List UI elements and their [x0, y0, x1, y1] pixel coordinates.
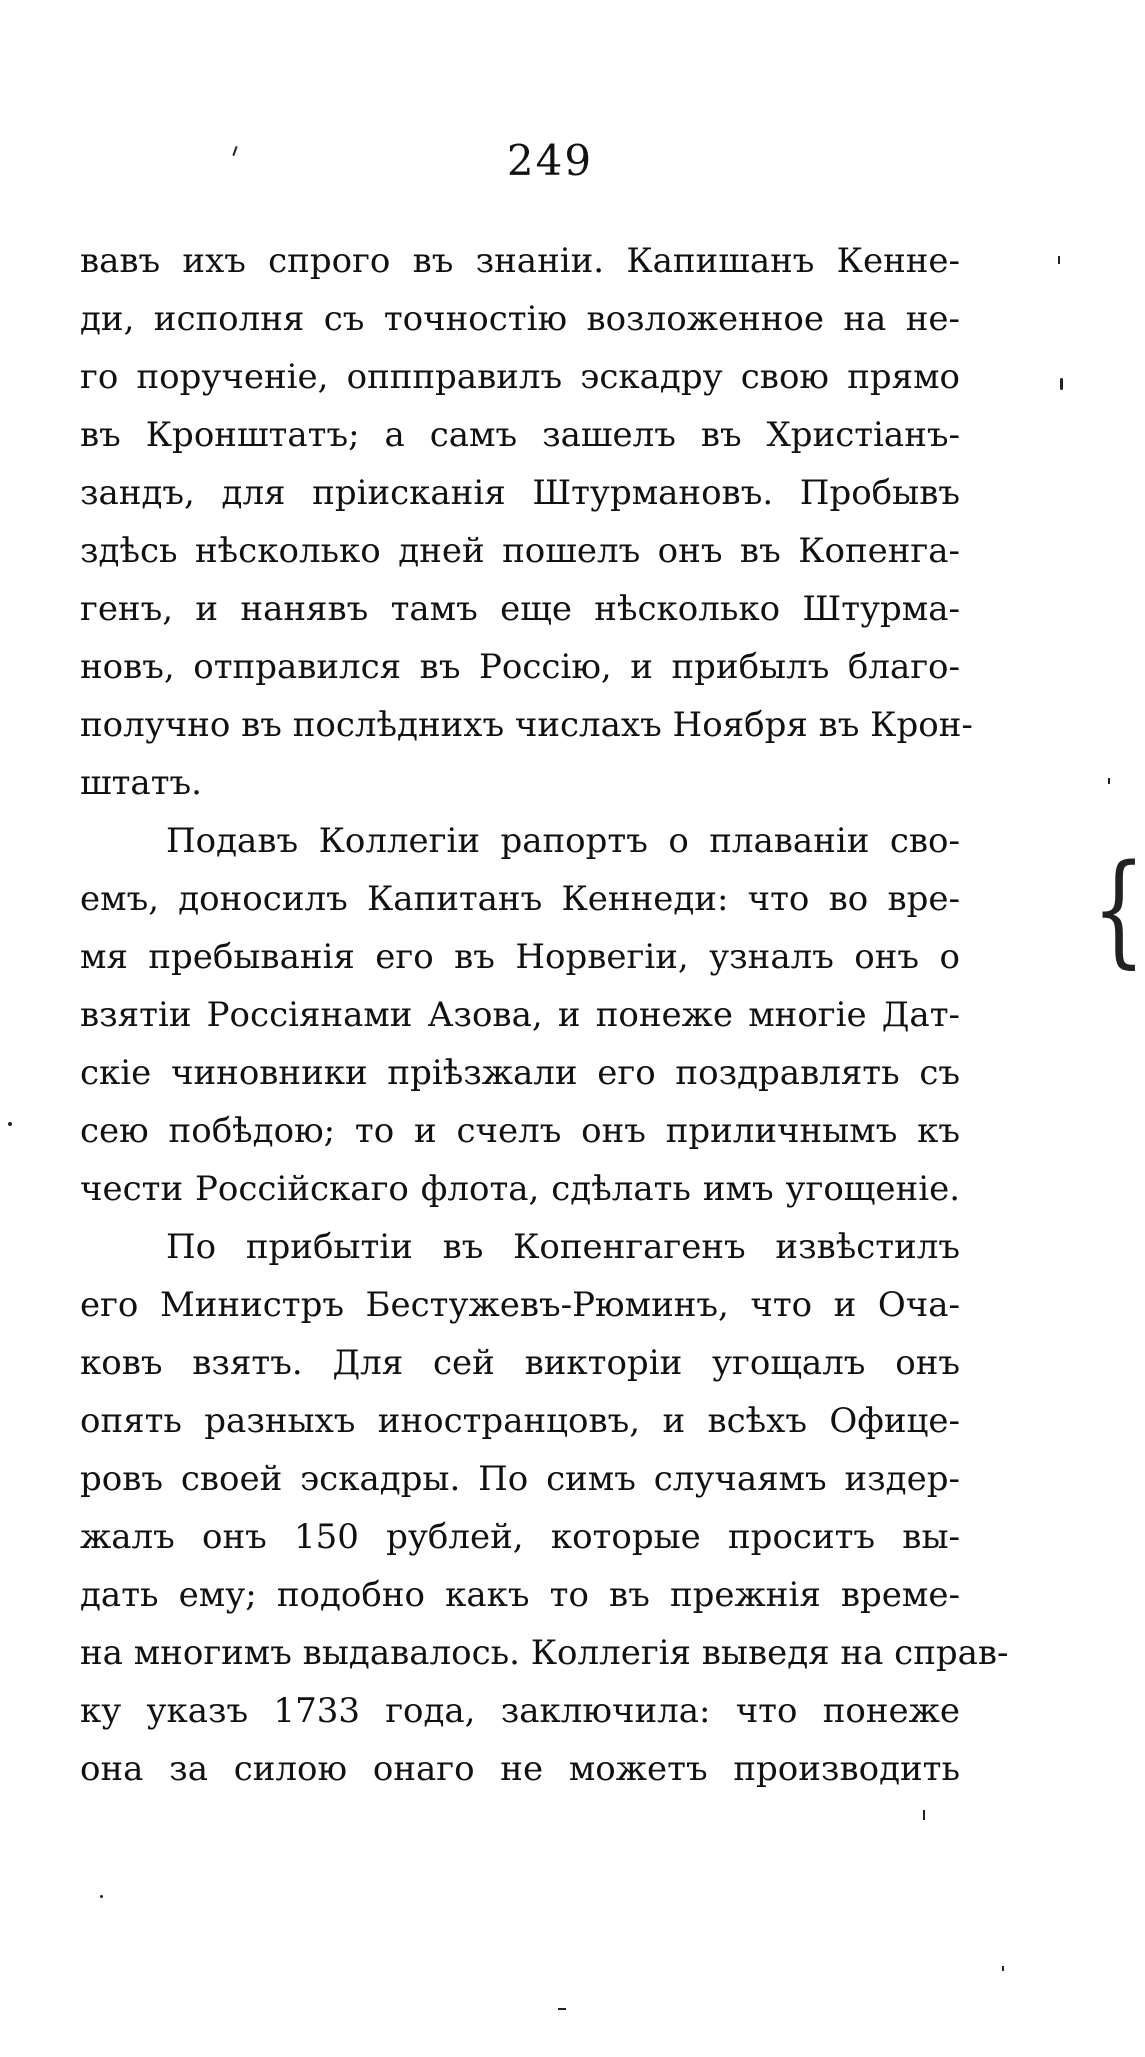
text-line: зандъ, для пріисканія Штурмановъ. Пробывъ [80, 473, 960, 513]
text-line: ровъ своей эскадры. По симъ случаямъ издер- [80, 1459, 960, 1499]
paragraph-first-line: Подавъ Коллегіи рапортъ о плаваніи сво- [166, 821, 960, 861]
text-line: опять разныхъ иностранцовъ, и всѣхъ Офице- [80, 1401, 960, 1441]
text-line: генъ, и нанявъ тамъ еще нѣсколько Штурма- [80, 589, 960, 629]
scan-speck [1002, 1966, 1004, 1971]
text-line: го порученіе, оппправилъ эскадру свою прямо [80, 357, 960, 397]
scan-speck [100, 1895, 103, 1898]
paragraph-first-line: По прибытіи въ Копенгагенъ извѣстилъ [166, 1227, 960, 1267]
text-line: взятіи Россіянами Азова, и понеже многіе Дат- [80, 995, 960, 1035]
scan-speck [1108, 778, 1110, 784]
text-line: чести Россійскаго флота, сдѣлать имъ угощеніе. [80, 1169, 960, 1209]
text-line: сею побѣдою; то и счелъ онъ приличнымъ къ [80, 1111, 960, 1151]
text-line: мя пребыванія его въ Норвегіи, узналъ онъ о [80, 937, 960, 977]
body-text [80, 232, 1009, 1798]
scan-speck [1060, 378, 1063, 390]
text-line: получно въ послѣднихъ числахъ Ноября въ Крон- [80, 705, 973, 745]
text-line: его Министръ Бестужевъ-Рюминъ, что и Оча- [80, 1285, 960, 1325]
scan-speck [1058, 256, 1060, 264]
text-line: ковъ взятъ. Для сей викторіи угощалъ онъ [80, 1343, 960, 1383]
scan-speck [923, 1810, 925, 1820]
page-number: 249 [506, 136, 594, 185]
scan-speck [8, 1122, 12, 1126]
text-line: емъ, доносилъ Капитанъ Кеннеди: что во вре- [80, 879, 960, 919]
text-line: вавъ ихъ спрого въ знаніи. Капишанъ Кенне- [80, 241, 960, 281]
text-line: жалъ онъ 150 рублей, которые проситъ вы- [80, 1517, 960, 1557]
scan-speck [558, 2008, 566, 2010]
text-line: ку указъ 1733 года, заключила: что понеже [80, 1691, 960, 1731]
text-line: ди, исполня съ точностію возложенное на не- [80, 299, 960, 339]
text-line: скіе чиновники пріѣзжали его поздравлять съ [80, 1053, 960, 1093]
text-line: она за силою онаго не можетъ производить [80, 1749, 960, 1789]
text-line: здѣсь нѣсколько дней пошелъ онъ въ Копенга- [80, 531, 960, 571]
text-line: на многимъ выдавалось. Коллегія выведя на справ- [80, 1633, 1009, 1673]
text-line: въ Кронштатъ; а самъ зашелъ въ Христіанъ- [80, 415, 960, 455]
text-line: штатъ. [80, 763, 202, 803]
margin-bracket-mark: { [1092, 837, 1145, 980]
text-line: дать ему; подобно какъ то въ прежнія време- [80, 1575, 960, 1615]
text-line: новъ, отправился въ Россію, и прибылъ благо- [80, 647, 960, 687]
